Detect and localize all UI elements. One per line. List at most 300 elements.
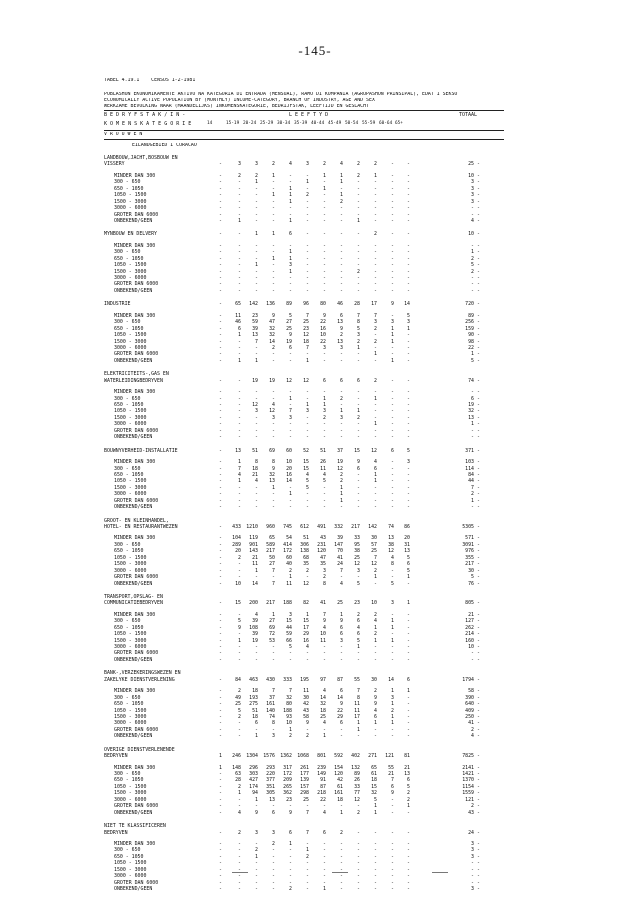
row-total-cell: 2 [471,803,474,810]
age-cell: - [323,268,326,275]
age-cell: 303 [249,771,258,777]
age-cell: - [219,574,222,581]
age-cell: - [391,414,394,421]
age-cell: 72 [269,631,275,638]
age-cell: - [407,726,410,733]
row-edge-mark: - [477,262,480,269]
age-cell: 246 [232,753,241,760]
age-cell: - [357,255,360,262]
age-cell: - [255,205,258,212]
age-cell: - [407,656,410,663]
income-row-label: 1500 - 3000 [114,790,147,797]
age-cell: - [219,377,222,384]
age-cell: 592 [334,753,343,760]
age-cell: 1 [323,172,326,179]
age-cell: - [391,275,394,281]
age-cell: - [219,414,222,421]
census-table [104,78,504,899]
row-total-cell: 5 [471,574,474,581]
row-edge-mark: - [477,611,480,618]
age-cell: 172 [283,771,292,777]
age-cell: 138 [300,548,309,555]
income-row-label: MINDER DAN 300 [114,312,156,319]
income-row-label: 1500 - 3000 [114,561,147,568]
row-edge-mark: - [477,427,480,434]
age-cell: - [306,434,309,441]
age-cell: 1 [391,332,394,339]
age-cell: 65 [235,301,241,308]
income-row-label: 300 - 650 [114,249,141,256]
age-cell: - [255,644,258,650]
bottom-mark [332,872,348,879]
age-cell: 1 [374,574,377,581]
age-cell: 44 [286,624,292,631]
row-edge-mark: - [477,840,480,847]
age-cell: - [219,879,222,886]
income-row-label: GROTER DAN 6000 [114,574,159,581]
age-cell: - [289,172,292,179]
age-cell: 3 [391,694,394,701]
age-cell: 3 [272,414,275,421]
age-cell: 5 [238,618,241,625]
age-cell: 1 [272,231,275,238]
age-cell: 38 [388,541,394,548]
age-cell: 21 [388,771,394,777]
age-cell: - [407,694,410,701]
row-edge-mark: - [477,242,480,249]
age-cell: - [357,656,360,663]
spacer [104,892,504,899]
row-edge-mark: - [477,338,480,345]
age-cell: 6 [340,624,343,631]
age-cell: - [306,268,309,275]
age-cell: - [374,287,377,294]
row-total-cell: 10 [468,172,474,179]
row-edge-mark: - [477,185,480,192]
age-cell: 1 [238,459,241,466]
age-cell: 239 [317,764,326,771]
age-cell: 4 [340,161,343,168]
age-cell: 5 [407,783,410,790]
age-cell: 6 [289,344,292,351]
row-edge-mark: - [477,535,480,542]
age-cell: 3 [407,319,410,326]
age-cell: 463 [249,676,258,683]
age-cell: 2 [374,688,377,695]
age-cell: - [306,281,309,288]
age-cell: - [407,720,410,727]
row-total-cell: 2 [471,726,474,733]
age-cell: - [407,357,410,364]
row-edge-mark: - [477,172,480,179]
income-row-label: GROTER DAN 6000 [114,211,159,218]
age-cell: - [219,860,222,867]
age-cell: 69 [269,447,275,454]
age-cell: 12 [303,332,309,339]
age-cell: - [391,249,394,256]
age-cell: - [357,275,360,281]
age-cell: - [255,414,258,421]
age-cell: 9 [374,694,377,701]
age-cell: 3 [255,829,258,836]
page-number: -145- [298,43,332,58]
age-cell: - [407,287,410,294]
age-cell: 5 [306,478,309,485]
age-cell: - [357,287,360,294]
age-cell: 15 [303,465,309,472]
age-cell: 427 [249,777,258,784]
row-total-cell: 371 [465,447,474,454]
age-cell: - [238,497,241,504]
age-group-heading: 15-19 [226,120,240,126]
income-row-label: 1500 - 3000 [114,414,147,421]
age-cell: - [219,427,222,434]
age-cell: - [357,185,360,192]
income-row-label: ONBEKEND/GEEN [114,504,153,511]
age-cell: 30 [371,535,377,542]
census-date: CENSUS 1-2-1981 [151,78,196,83]
row-total-cell: 805 [465,600,474,607]
age-cell: - [323,840,326,847]
age-cell: - [306,873,309,880]
income-row-label: MINDER DAN 300 [114,764,156,771]
age-cell: 12 [354,796,360,803]
age-cell: 11 [354,701,360,708]
age-cell: - [238,650,241,657]
age-cell: - [374,853,377,860]
age-cell: - [323,860,326,867]
age-cell: 2 [238,783,241,790]
age-cell: 121 [385,753,394,760]
age-cell: 1 [238,332,241,339]
age-cell: 39 [337,535,343,542]
age-cell: 7 [289,688,292,695]
age-cell: 1 [340,484,343,491]
age-cell: - [219,707,222,714]
age-cell: 9 [272,312,275,319]
income-row-label: 1500 - 3000 [114,198,147,205]
row-total-cell: 5 [471,262,474,269]
age-cell: 5 [357,325,360,332]
income-row [104,886,504,892]
age-cell: - [374,656,377,663]
age-cell: - [289,205,292,212]
age-cell: 119 [249,535,258,542]
age-cell: 6 [340,377,343,384]
age-cell: 1 [391,338,394,345]
age-cell: - [374,504,377,511]
age-cell: 305 [266,790,275,797]
age-cell: - [306,427,309,434]
row-edge-mark: - [477,853,480,860]
age-cell: - [323,726,326,733]
age-cell: - [374,879,377,886]
bottom-mark [232,872,248,879]
age-cell: 21 [252,554,258,561]
row-total-cell: 1421 [462,771,474,777]
age-cell: - [391,395,394,402]
age-cell: 55 [354,676,360,683]
age-cell: 4 [306,471,309,478]
age-cell: - [407,631,410,638]
age-cell: 200 [249,600,258,607]
age-cell: - [306,198,309,205]
row-total-cell: 3 [471,840,474,847]
age-cell: - [219,873,222,880]
age-cell: - [219,389,222,396]
age-cell: - [306,504,309,511]
age-cell: 3 [340,637,343,644]
age-cell: 12 [303,377,309,384]
age-cell: 1 [306,611,309,618]
age-cell: - [219,504,222,511]
income-heading: K O M E N S K A T E G O R I E [104,120,192,127]
age-cell: - [272,389,275,396]
row-edge-mark: - [477,491,480,498]
row-edge-mark: - [477,402,480,408]
age-cell: - [219,637,222,644]
age-cell: 58 [303,713,309,720]
row-total-cell: 3 [471,185,474,192]
age-cell: - [407,847,410,854]
age-cell: - [391,242,394,249]
income-row-label: GROTER DAN 6000 [114,427,159,434]
age-cell: - [357,427,360,434]
age-cell: - [272,351,275,358]
age-cell: 1 [289,268,292,275]
section-total-row [104,677,504,683]
age-cell: - [238,656,241,663]
row-edge-mark: - [477,541,480,548]
age-cell: - [391,611,394,618]
age-cell: 154 [334,764,343,771]
section-total-row [104,524,504,530]
age-cell: 433 [232,524,241,530]
age-cell: - [323,491,326,498]
age-cell: 60 [286,447,292,454]
age-cell: - [407,879,410,886]
age-cell: 1210 [246,524,258,530]
age-cell: - [391,504,394,511]
age-cell: 6 [357,465,360,472]
age-cell: - [272,866,275,873]
row-edge-mark: - [477,434,480,441]
age-cell: 2 [238,172,241,179]
age-cell: - [219,465,222,472]
age-cell: - [407,179,410,186]
age-cell: - [219,803,222,810]
age-cell: - [407,866,410,873]
age-cell: 55 [388,764,394,771]
age-cell: 2 [374,231,377,238]
age-heading: L E E F T Y D [289,111,329,118]
age-cell: - [407,344,410,351]
age-cell: 27 [269,561,275,568]
age-cell: 9 [306,720,309,727]
age-group-heading: 65+ [395,120,403,126]
age-cell: 195 [300,676,309,683]
row-total-cell: 24 [468,829,474,836]
age-cell: - [238,414,241,421]
age-cell: 39 [252,325,258,332]
age-cell: 1 [323,402,326,408]
age-cell: 37 [269,694,275,701]
age-cell: - [238,611,241,618]
age-cell: - [219,325,222,332]
row-edge-mark: - [477,497,480,504]
age-cell: - [219,524,222,530]
age-cell: - [238,491,241,498]
age-cell: - [272,281,275,288]
age-cell: 12 [388,548,394,555]
age-cell: - [272,853,275,860]
age-cell: - [374,402,377,408]
age-cell: 6 [407,777,410,784]
age-cell: - [219,275,222,281]
age-cell: - [407,205,410,212]
spacer [104,294,504,301]
age-cell: - [374,580,377,587]
age-cell: - [238,262,241,269]
age-cell: 22 [320,338,326,345]
age-cell: 1 [340,809,343,816]
income-row-label: 1500 - 3000 [114,637,147,644]
age-cell: 2 [374,567,377,574]
age-cell: - [255,217,258,224]
age-cell: 4 [391,554,394,561]
age-cell: 1 [391,357,394,364]
age-cell: 4 [272,402,275,408]
age-cell: - [219,301,222,308]
age-cell: 2 [323,414,326,421]
age-cell: - [374,192,377,199]
income-row-label: 650 - 1050 [114,701,144,708]
age-cell: - [219,211,222,218]
age-cell: 59 [252,319,258,326]
row-edge-mark: - [477,753,480,760]
age-cell: - [340,281,343,288]
age-cell: 3 [374,319,377,326]
age-cell: - [391,497,394,504]
age-cell: - [323,287,326,294]
age-cell: 84 [235,676,241,683]
age-cell: 2 [357,338,360,345]
age-cell: - [306,497,309,504]
row-total-cell: 19 [468,402,474,408]
income-row-label: GROTER DAN 6000 [114,650,159,657]
title-line-2: ECONOMICALLY ACTIVE POPULATION BY (MONTHLY) INCOME-CATEGORY, BRANCH OF INDUSTRY, AGE AND SEX [104,97,375,103]
age-cell: - [391,427,394,434]
age-cell: - [238,242,241,249]
age-cell: - [407,192,410,199]
age-cell: - [289,873,292,880]
income-row-label: GROTER DAN 6000 [114,497,159,504]
row-edge-mark: - [477,211,480,218]
age-cell: - [374,866,377,873]
age-cell: 1 [255,567,258,574]
age-cell: - [219,554,222,561]
age-cell: - [357,231,360,238]
age-cell: - [323,249,326,256]
age-cell: - [407,873,410,880]
age-cell: - [219,478,222,485]
row-total-cell: - [471,879,474,886]
row-edge-mark: - [477,561,480,568]
age-cell: - [357,886,360,892]
branch-heading: B E D R Y F S T A K / I N - [104,111,186,118]
section-total-row [104,378,504,384]
age-cell: 74 [269,713,275,720]
age-cell: 1 [391,325,394,332]
age-cell: 1 [340,497,343,504]
age-cell: - [374,733,377,740]
income-row-label: 650 - 1050 [114,325,144,332]
income-row-label: MINDER DAN 300 [114,172,156,179]
age-cell: - [272,287,275,294]
income-row-label: ONBEKEND/GEEN [114,434,153,441]
row-edge-mark: - [477,847,480,854]
age-cell: - [219,408,222,415]
age-cell: - [374,427,377,434]
row-total-cell: 2 [471,268,474,275]
age-cell: 74 [388,524,394,530]
age-cell: 6 [238,325,241,332]
age-cell: 2 [374,161,377,168]
page-bottom-edge [0,872,630,882]
age-cell: - [238,866,241,873]
age-cell: 2 [272,161,275,168]
age-cell: 65 [269,535,275,542]
age-cell: - [323,192,326,199]
age-cell: - [238,275,241,281]
section-title: NIET TE KLASSIFICEREN [104,823,166,830]
age-cell: 1 [238,637,241,644]
age-cell: 1 [374,809,377,816]
row-total-cell: 1 [471,249,474,256]
age-cell: 147 [334,541,343,548]
section-title-cont: BEDRYVEN [104,829,128,836]
age-cell: 15 [286,618,292,625]
age-cell: 51 [252,447,258,454]
age-cell: 14 [269,338,275,345]
age-cell: 7 [323,611,326,618]
row-total-cell: 3 [471,179,474,186]
age-cell: 89 [286,301,292,308]
age-cell: 4 [238,471,241,478]
age-cell: - [340,351,343,358]
row-edge-mark: - [477,618,480,625]
age-cell: 1 [289,574,292,581]
age-cell: 172 [283,548,292,555]
age-cell: - [340,249,343,256]
row-edge-mark: - [477,217,480,224]
age-cell: - [357,205,360,212]
age-cell: 35 [320,561,326,568]
row-edge-mark: - [477,866,480,873]
age-cell: - [323,434,326,441]
age-cell: - [340,886,343,892]
age-cell: - [407,840,410,847]
age-cell: - [219,840,222,847]
age-cell: 1 [407,325,410,332]
age-cell: - [238,860,241,867]
income-row [104,733,504,739]
income-row-label: ONBEKEND/GEEN [114,357,153,364]
age-cell: 12 [337,465,343,472]
age-group-heading: 60-64 [379,120,393,126]
age-cell: - [407,395,410,402]
age-cell: 1 [255,796,258,803]
